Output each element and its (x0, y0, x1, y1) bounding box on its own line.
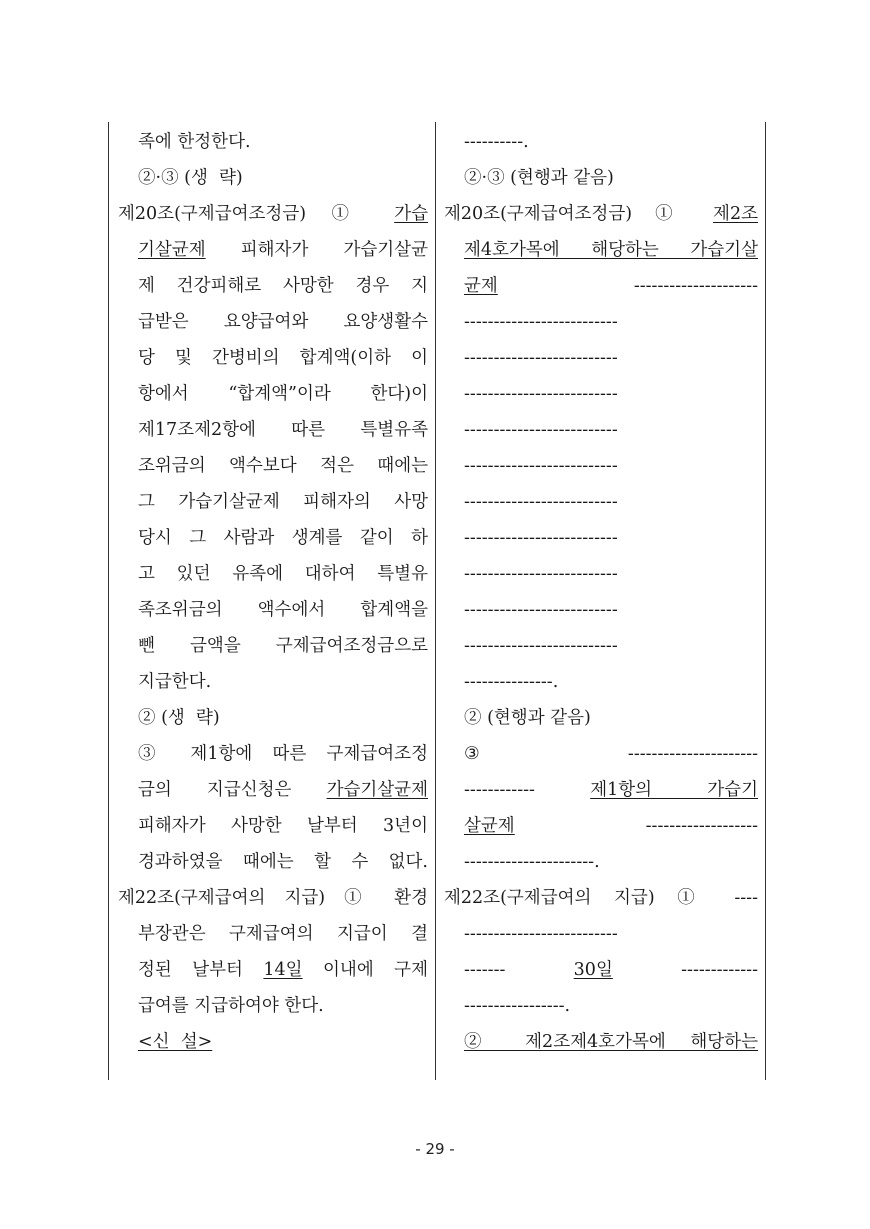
left-line-22: 제22조(구제급여의 지급) ① 환경 (118, 888, 428, 908)
left-line-10: 조위금의 액수보다 적은 때에는 (138, 456, 428, 476)
left-border (108, 122, 109, 1080)
right-line-4: 제4호가목에 해당하는 가습기살 (464, 240, 758, 260)
left-line-14: 족조위금의 액수에서 합계액을 (138, 600, 428, 620)
right-line-14: -------------------------- (464, 600, 618, 620)
left-line-24: 정된 날부터 14일 이내에 구제 (138, 960, 428, 980)
right-line-19: ------------ 제1항의 가습기 (464, 780, 758, 800)
right-line-7: -------------------------- (464, 348, 618, 368)
right-line-9: -------------------------- (464, 420, 618, 440)
left-line-12: 당시 그 사람과 생계를 같이 하 (138, 528, 428, 548)
left-line-13: 고 있던 유족에 대하여 특별유 (138, 564, 428, 584)
right-line-23: -------------------------- (464, 924, 618, 944)
left-line-3: 제20조(구제급여조정금) ① 가습 (118, 204, 428, 224)
right-line-24: ------- 30일 ------------- (464, 960, 758, 980)
right-line-18: ③ ---------------------- (464, 744, 758, 764)
right-line-22: 제22조(구제급여의 지급) ① ---- (444, 888, 758, 908)
column-divider (435, 122, 436, 1080)
left-line-19: 금의 지급신청은 가습기살균제 (138, 780, 428, 800)
right-line-2: ②·③ (현행과 같음) (464, 168, 614, 188)
right-line-26: ② 제2조제4호가목에 해당하는 (464, 1032, 758, 1052)
left-line-11: 그 가습기살균제 피해자의 사망 (138, 492, 428, 512)
left-line-5: 제 건강피해로 사망한 경우 지 (138, 276, 428, 296)
right-line-16: ---------------. (464, 672, 559, 692)
right-line-11: -------------------------- (464, 492, 618, 512)
right-line-17: ② (현행과 같음) (464, 708, 591, 728)
left-line-15: 뺀 금액을 구제급여조정금으로 (138, 636, 428, 656)
right-line-21: ----------------------. (464, 852, 600, 872)
left-line-16: 지급한다. (138, 672, 212, 692)
left-line-7: 당 및 간병비의 합계액(이하 이 (138, 348, 428, 368)
left-line-20: 피해자가 사망한 날부터 3년이 (138, 816, 428, 836)
right-line-10: -------------------------- (464, 456, 618, 476)
left-line-4: 기살균제 피해자가 가습기살균 (138, 240, 428, 260)
right-line-6: -------------------------- (464, 312, 618, 332)
left-line-18: ③ 제1항에 따른 구제급여조정 (138, 744, 428, 764)
right-line-13: -------------------------- (464, 564, 618, 584)
right-line-1: ----------. (464, 132, 529, 152)
left-line-1: 족에 한정한다. (138, 132, 251, 152)
left-line-6: 급받은 요양급여와 요양생활수 (138, 312, 428, 332)
left-line-25: 급여를 지급하여야 한다. (138, 996, 324, 1016)
right-line-25: -----------------. (464, 996, 571, 1016)
right-border (765, 122, 766, 1080)
left-line-17: ② (생 략) (138, 708, 220, 728)
right-line-15: -------------------------- (464, 636, 618, 656)
left-line-2: ②·③ (생 략) (138, 168, 243, 188)
left-line-23: 부장관은 구제급여의 지급이 결 (138, 924, 428, 944)
left-line-8: 항에서 “합계액”이라 한다)이 (138, 384, 428, 404)
right-line-12: -------------------------- (464, 528, 618, 548)
right-line-5: 균제 --------------------- (464, 276, 758, 296)
right-line-8: -------------------------- (464, 384, 618, 404)
left-line-9: 제17조제2항에 따른 특별유족 (138, 420, 428, 440)
right-line-20: 살균제 ------------------- (464, 816, 758, 836)
page-number: - 29 - (415, 1140, 455, 1158)
left-line-21: 경과하였을 때에는 할 수 없다. (138, 852, 428, 872)
right-line-3: 제20조(구제급여조정금) ① 제2조 (444, 204, 758, 224)
left-line-26: <신 설> (138, 1032, 213, 1052)
